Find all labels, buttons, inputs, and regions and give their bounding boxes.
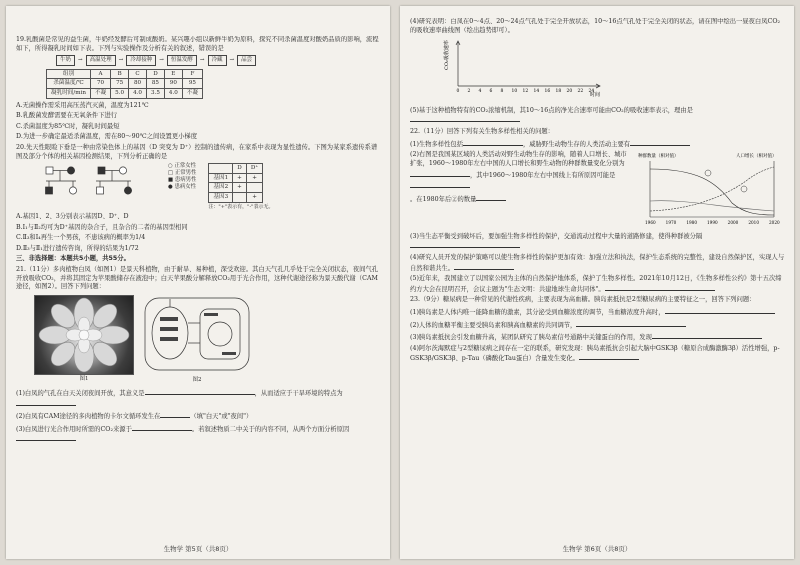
table-cell: D <box>233 164 247 174</box>
table-cell: 组别 <box>47 69 91 79</box>
right-axis-title: 人口增长（相对值） <box>736 154 777 160</box>
q22-sub3 <box>410 233 786 252</box>
table-cell: D <box>146 69 164 79</box>
question-22-stem: 22.（11分）回答下列有关生物多样性相关的问题： <box>410 127 554 135</box>
filled-square-icon: ■ <box>168 177 174 184</box>
sub-question-text: ，威胁野生动物生存的人类活动主要有 <box>523 140 631 148</box>
page-content-right <box>410 18 786 537</box>
sub-question-text: (2)人体的血糖平衡主要受胰岛素和胰高血糖素的共同调节， <box>410 321 577 329</box>
q21-sub2 <box>16 411 382 422</box>
table-cell: 4.0 <box>129 88 147 98</box>
flow-step: 高温处理 <box>86 55 116 66</box>
sub-question-text: (1)生物多样性包括 <box>410 140 463 148</box>
page-content-left <box>16 36 382 537</box>
answer-blank[interactable] <box>410 115 520 122</box>
option-a: A.基因1、2、3分别表示基因D、D⁺、D <box>16 213 129 221</box>
answer-blank[interactable] <box>145 388 255 395</box>
sub-question-text: (4)研究人员开发的保护策略可以使生物多样性的保护更加有效：加强立法和执法，保护生态系统的完整性，建设自然保护区，实现人与自然和谐共生。 <box>410 253 785 272</box>
table-cell: 基因3 <box>209 192 233 202</box>
x-tick-label: 6 <box>489 89 493 95</box>
sub-question-text: (3)胰岛素抵抗会引发血糖升高，某团队研究了胰岛素信号通路中关键蛋白的作用，发现 <box>410 334 652 342</box>
table-row <box>209 173 263 183</box>
table-cell: 杀菌温度/℃ <box>47 79 91 89</box>
q21-figures <box>34 295 382 385</box>
x-tick-label: 2 <box>467 89 471 95</box>
table-cell: 基因2 <box>209 183 233 193</box>
answer-blank[interactable] <box>16 399 76 406</box>
q21-sub5 <box>410 107 786 126</box>
q23-sub1 <box>410 307 786 318</box>
option-b: B.乳酸菌发酵需要在无氧条件下进行 <box>16 112 118 120</box>
q19-flowchart: 牛奶 → 高温处理 → 冷却接种 → 恒温发酵 → 冷藏 → 品尝 <box>56 55 382 66</box>
co2-graph <box>440 38 786 104</box>
flow-step: 冷却接种 <box>126 55 156 66</box>
answer-blank[interactable] <box>652 332 762 339</box>
table-cell: 不凝 <box>90 88 110 98</box>
q21-sub1 <box>16 388 382 409</box>
answer-blank[interactable] <box>410 170 470 177</box>
sub-question-text: ，其中1960～1980年左右中国线上有所原因可能是 <box>470 172 616 180</box>
table-cell: A <box>90 69 110 79</box>
cam-pathway-diagram <box>142 295 252 373</box>
figure-1 <box>34 295 134 385</box>
answer-blank[interactable] <box>605 284 715 291</box>
sub-question-text: (1)白凤的气孔在白天关闭夜间开放，其意义是 <box>16 390 145 398</box>
x-axis-ticks <box>457 88 595 94</box>
table-cell: + <box>246 173 262 183</box>
flow-step: 冷藏 <box>208 55 227 66</box>
x-axis-label: 时间 <box>590 92 601 99</box>
answer-blank[interactable] <box>665 307 775 314</box>
x-tick-label: 1960 <box>645 220 656 226</box>
gene-table-note: 注："+"表示有，"-"表示无。 <box>208 203 274 210</box>
table-cell: 3.5 <box>146 88 164 98</box>
table-cell <box>246 183 262 193</box>
figure-1-caption: 图1 <box>79 375 89 382</box>
answer-blank[interactable] <box>410 181 470 188</box>
flow-step: 恒温发酵 <box>167 55 197 66</box>
sub-question-text: (3)白凤进行光合作用时所需的CO₂来源于 <box>16 425 132 433</box>
x-axis-ticks <box>645 220 780 225</box>
exam-page-right <box>400 6 794 559</box>
x-tick-label: 2010 <box>748 220 760 226</box>
x-tick-label: 16 <box>544 89 551 95</box>
table-cell <box>233 192 247 202</box>
sub-question-text: (1)胰岛素是人体内唯一能降血糖的激素，其分泌受到血糖浓度的调节，当血糖浓度升高时， <box>410 308 665 316</box>
question-19-stem: 19.乳酸菌是常见的益生菌，牛奶经发酵后可制成酸奶。某兴趣小组以新鲜牛奶为原料，探究不同杀菌温度对酸奶品质的影响，流程如下，所得凝乳时间如下表。下列与实验操作及分析有关的叙述，错误的是 <box>16 36 379 52</box>
option-b: B.Ⅰ₁与Ⅱ₂均可为D⁺基因的杂合子，且杂合的二者的基因型相同 <box>16 223 188 231</box>
marker-circle <box>741 186 747 192</box>
x-tick-label: 12 <box>522 89 529 95</box>
x-tick-label: 14 <box>533 89 540 95</box>
q22-sub1 <box>410 139 786 150</box>
table-cell: D⁺ <box>246 164 262 174</box>
table-cell: + <box>233 173 247 183</box>
filled-circle-icon: ● <box>168 184 173 191</box>
human-growth-curve <box>650 167 774 211</box>
q23-sub4 <box>410 345 786 364</box>
table-cell: + <box>246 192 262 202</box>
x-tick-label: 24 <box>588 89 595 95</box>
flow-step: 品尝 <box>237 55 256 66</box>
q22-sub2c <box>410 194 630 205</box>
table-cell: B <box>111 69 129 79</box>
gene-table-wrap <box>208 163 273 211</box>
figure-2-caption: 图2 <box>192 377 202 384</box>
table-cell: 不凝 <box>182 88 202 98</box>
q22-sub2b <box>410 170 630 191</box>
table-cell: F <box>182 69 202 79</box>
sub-question-text: ，从而适应于干旱环境的特点为 <box>254 390 343 398</box>
circle-icon: ○ <box>168 163 173 170</box>
x-tick-label: 2000 <box>727 220 739 226</box>
succulent-photo <box>34 295 134 375</box>
option-c: C.杀菌温度为85℃时，凝乳时间最短 <box>16 122 120 130</box>
table-cell: 基因1 <box>209 173 233 183</box>
table-cell: C <box>129 69 147 79</box>
sub-question-text: 。在1980年后②的数量 <box>410 195 477 203</box>
table-cell: 70 <box>90 79 110 89</box>
population-vs-human-graph <box>636 151 786 229</box>
q23-sub2 <box>410 320 786 331</box>
table-cell: 85 <box>146 79 164 89</box>
pedigree-chart <box>36 163 156 205</box>
left-axis-title: 种群数量（相对值） <box>638 154 679 160</box>
page-footer-right: 生物学 第6页（共8页） <box>562 545 632 553</box>
sub-question-text: (5)近年来，我国建立了以国家公园为主体的自然保护地体系，保护了生物多样性。2021年10月12日，《生物多样性公约》第十五次缔约方大会在昆明召开，会议主题为"生态文明：共建地球生命共同体"。 <box>410 275 782 293</box>
q21-sub4: (4)研究表明：白凤在0～4点、20～24点气孔处于完全开放状态，10～16点气孔处于完全关闭的状态，请在图中绘出一昼夜白凤CO₂的吸收速率曲线图（绘出趋势即可）。 <box>410 18 781 34</box>
table-cell: 95 <box>182 79 202 89</box>
x-tick-label: 18 <box>555 89 562 95</box>
q19-table <box>46 69 203 99</box>
table-row <box>209 183 263 193</box>
legend-label: 正常男性 <box>174 170 197 177</box>
table-row <box>209 164 263 174</box>
answer-blank[interactable] <box>132 424 192 431</box>
pedigree-legend <box>168 163 196 191</box>
sub-question-text: 。若叙述物质二中关于的内容不同，从两个方面分析原因 <box>191 425 350 433</box>
table-row <box>209 192 263 202</box>
q22-sub2-text <box>410 151 630 233</box>
table-row <box>47 69 203 79</box>
gene-table <box>208 163 263 202</box>
option-d: D.为进一步确定最适杀菌温度，需在80～90℃之间设置更小梯度 <box>16 133 198 141</box>
x-tick-label: 8 <box>500 89 504 95</box>
x-tick-label: 1990 <box>707 220 718 226</box>
population-graph <box>636 151 786 233</box>
table-cell <box>209 164 233 174</box>
table-row <box>47 79 203 89</box>
question-23-stem: 23.（9分）糖尿病是一种常见的代谢性疾病，主要表现为高血糖。胰岛素抵抗是2型糖尿病的主要特征之一，回答下列问题： <box>410 296 756 304</box>
table-row <box>47 88 203 98</box>
option-a: A.无菌操作需采用高压蒸汽灭菌，温度为121℃ <box>16 101 149 109</box>
answer-blank[interactable] <box>463 139 523 146</box>
answer-blank[interactable] <box>160 411 190 418</box>
legend-label: 患病女性 <box>174 184 197 191</box>
y-axis-label: CO₂吸收速率 <box>444 40 450 71</box>
co2-absorption-axes <box>440 38 610 100</box>
x-tick-label: 20 <box>566 89 573 95</box>
answer-blank[interactable] <box>476 194 506 201</box>
q22-sub2: (2)右图是我国某区域的人类活动对野生动物生存的影响，随着人口增长、城市扩张，1960～1980年左右中国的人口增长和野生动物的种群数量变化分别为 <box>410 151 627 167</box>
figure-2 <box>142 295 252 385</box>
sub-question-hint: （填"白天"或"夜间"） <box>190 413 253 421</box>
x-tick-label: 2020 <box>769 220 780 226</box>
sub-question-text: (5)基于这种植物特有的CO₂浓缩机制，其10～16点的净光合速率可能由CO₂的吸收速率表示，理由是 <box>410 106 693 114</box>
question-20-stem: 20.先天性眼睑下垂是一种由常染色体上的基因（D 突变为 D⁺）控制的遗传病，在家系中表现为显性遗传。下图为某家系遗传系谱图及部分个体的相关基因检测结果，下列分析正确的是 <box>16 143 378 160</box>
x-tick-label: 4 <box>478 89 482 95</box>
x-tick-label: 22 <box>577 89 584 95</box>
table-cell: + <box>233 183 247 193</box>
q22-sub2-block <box>410 151 786 233</box>
table-cell: E <box>164 69 182 79</box>
x-tick-label: 10 <box>511 89 518 95</box>
q21-sub3 <box>16 424 382 445</box>
sub-question-text: (2)白凤有CAM途径的多肉植物的卡尔文循环发生在 <box>16 413 161 421</box>
marker-circle <box>705 170 711 176</box>
x-tick-label: 1980 <box>686 220 698 226</box>
legend-label: 患病男性 <box>174 177 197 184</box>
sub-question-text: (4)阿尔茨海默症与2型糖尿病之间存在一定的联系，研究发现：胰岛素抵抗会引起大脑中GSK3β（糖原合成酶激酶3β）活性增强，p-GSK3β/GSK3β、p-Tau（磷酸化Tau蛋白）含量发生变化。 <box>410 344 780 363</box>
answer-blank[interactable] <box>576 320 686 327</box>
table-cell: 75 <box>111 79 129 89</box>
sub-question-text: (3)当生态平衡受到破坏后，要加强生物多样性的保护，交通流动过程中大量的道路修建，使得种群被分隔 <box>410 232 703 240</box>
answer-blank[interactable] <box>630 139 690 146</box>
page-footer-left: 生物学 第5页（共8页） <box>163 545 233 553</box>
q22-sub4 <box>410 254 786 273</box>
option-d: D.Ⅱ₃与Ⅱ₁进行遗传咨询，所得的结果为1/72 <box>16 244 139 252</box>
q20-figure <box>36 163 382 211</box>
square-icon: □ <box>168 170 174 177</box>
legend-affected-female <box>168 184 196 191</box>
succulent-rosette-image <box>35 296 133 374</box>
x-tick-label: 1970 <box>665 220 677 226</box>
table-cell: 凝乳时间/min <box>47 88 91 98</box>
q22-sub5 <box>410 275 786 294</box>
question-21-stem: 21.（11分）多肉植物白凤（如图1）是景天科植物，由于耐旱、易种植，深受欢迎。其白天气孔几乎处于完全关闭状态，夜间气孔开放吸收CO₂，并将其固定为苹果酸储存在液泡中；白天苹果酸分解释放CO₂用于光合作用，这种代谢途径称为景天酸代谢（CAM途径，如图2）。回答下列问题： <box>16 266 379 291</box>
table-cell: 80 <box>129 79 147 89</box>
answer-blank[interactable] <box>454 263 514 270</box>
flow-step: 牛奶 <box>56 55 75 66</box>
table-cell: 4.0 <box>164 88 182 98</box>
exam-page-left <box>6 6 390 559</box>
option-c: C.Ⅱ₃和Ⅰ₄再生一个男孩，不患该病的概率为1/4 <box>16 234 146 242</box>
section-heading: 三、非选择题：本题共5小题，共55分。 <box>16 255 130 263</box>
population-curve <box>650 169 774 215</box>
answer-blank[interactable] <box>16 434 76 441</box>
legend-label: 正常女性 <box>174 163 197 170</box>
table-cell: 5.0 <box>111 88 129 98</box>
x-tick-label: 0 <box>456 89 460 95</box>
q23-sub3 <box>410 332 786 343</box>
answer-blank[interactable] <box>579 353 639 360</box>
table-cell: 90 <box>164 79 182 89</box>
answer-blank[interactable] <box>410 241 520 248</box>
